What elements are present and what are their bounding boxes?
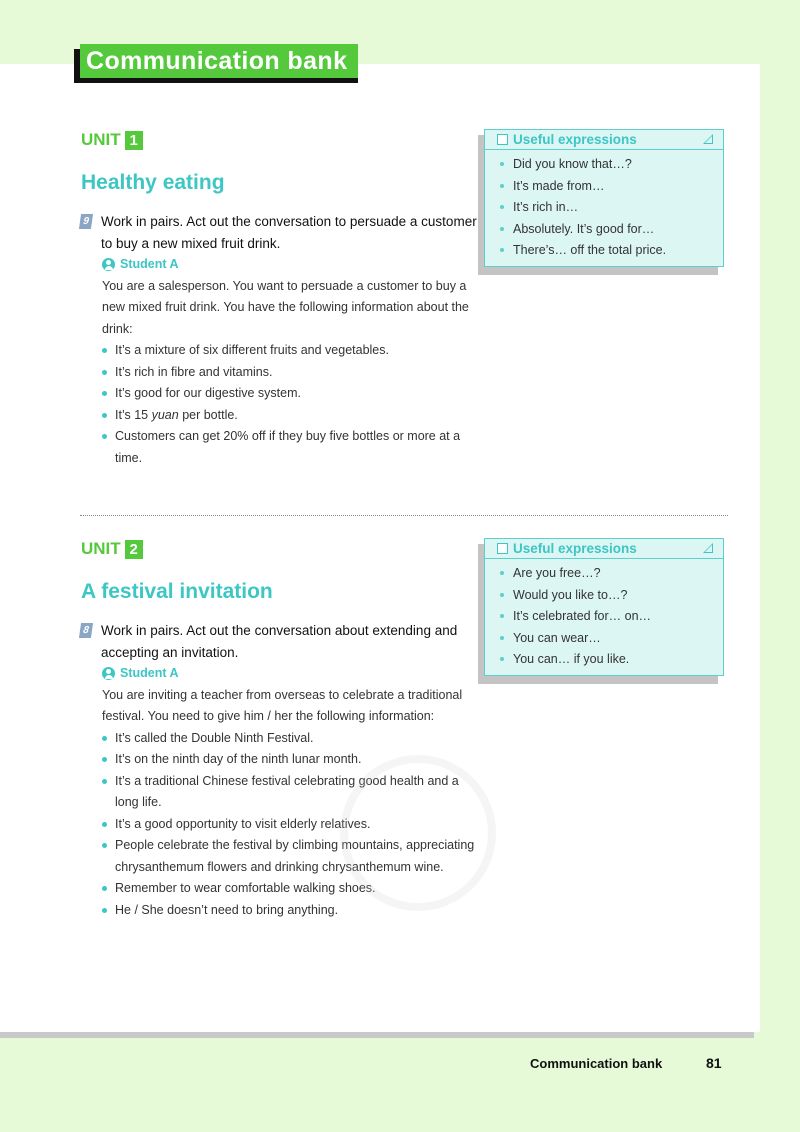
page-shadow: [0, 1032, 754, 1038]
list-item: It’s rich in…: [499, 197, 723, 219]
page-title: Communication bank: [80, 44, 358, 78]
list-item: You can wear…: [499, 628, 723, 650]
list-item: Absolutely. It’s good for…: [499, 219, 723, 241]
student-role: [102, 254, 480, 276]
list-item: It’s a mixture of six different fruits and vegetables.: [102, 340, 480, 362]
list-item: It’s a good opportunity to visit elderly relatives.: [102, 814, 480, 836]
checkbox-icon: [497, 543, 508, 554]
task-intro: You are a salesperson. You want to persuade a customer to buy a new mixed fruit drink. You have the following information about the drink:: [102, 278, 469, 336]
task-block: [80, 211, 480, 469]
student-role-label: Student A: [120, 666, 179, 680]
corner-triangle-icon: [703, 134, 713, 144]
useful-title: Useful expressions: [513, 541, 637, 556]
list-item: Customers can get 20% off if they buy five bottles or more at a time.: [102, 426, 480, 469]
student-role: [102, 663, 480, 685]
list-item: People celebrate the festival by climbing mountains, appreciating chrysanthemum flowers and drinking chrysanthemum wine.: [102, 835, 480, 878]
unit-number: 1: [125, 131, 143, 150]
corner-triangle-icon: [703, 543, 713, 553]
page-number: 81: [706, 1055, 722, 1071]
footer-title: Communication bank: [530, 1056, 663, 1071]
list-item: Would you like to…?: [499, 585, 723, 607]
list-item: Remember to wear comfortable walking shoes.: [102, 878, 480, 900]
unit-label: UNIT: [81, 539, 121, 558]
list-item-price: It’s 15 yuan per bottle.: [102, 405, 480, 427]
list-item: Did you know that…?: [499, 154, 723, 176]
useful-expressions-box: [484, 538, 724, 676]
task-number: 8: [79, 623, 93, 638]
unit-title: Healthy eating: [81, 171, 225, 194]
list-item: There’s… off the total price.: [499, 240, 723, 262]
useful-title: Useful expressions: [513, 132, 637, 147]
unit-heading: [81, 130, 143, 150]
unit-heading: [81, 539, 143, 559]
list-item: It’s on the ninth day of the ninth lunar month.: [102, 749, 480, 771]
task-instruction: Work in pairs. Act out the conversation about extending and accepting an invitation.: [101, 623, 458, 660]
list-item: It’s made from…: [499, 176, 723, 198]
student-icon: [102, 667, 115, 680]
list-item: It’s called the Double Ninth Festival.: [102, 728, 480, 750]
list-item: You can… if you like.: [499, 649, 723, 671]
list-item: Are you free…?: [499, 563, 723, 585]
student-icon: [102, 258, 115, 271]
unit-number: 2: [125, 540, 143, 559]
task-intro: You are inviting a teacher from overseas to celebrate a traditional festival. You need to give him / her the following information:: [102, 687, 463, 723]
section-divider: [80, 515, 728, 516]
list-item: It’s rich in fibre and vitamins.: [102, 362, 480, 384]
info-list: [102, 340, 480, 469]
list-item: He / She doesn’t need to bring anything.: [102, 900, 480, 922]
task-number: 9: [79, 214, 93, 229]
publisher-seal-watermark: [340, 755, 496, 911]
unit-label: UNIT: [81, 130, 121, 149]
list-item: It’s good for our digestive system.: [102, 383, 480, 405]
list-item: It’s celebrated for… on…: [499, 606, 723, 628]
list-item: It’s a traditional Chinese festival celebrating good health and a long life.: [102, 771, 480, 814]
checkbox-icon: [497, 134, 508, 145]
task-instruction: Work in pairs. Act out the conversation to persuade a customer to buy a new mixed fruit drink.: [101, 214, 477, 251]
student-role-label: Student A: [120, 257, 179, 271]
unit-title: A festival invitation: [81, 580, 273, 603]
useful-expressions-box: [484, 129, 724, 267]
